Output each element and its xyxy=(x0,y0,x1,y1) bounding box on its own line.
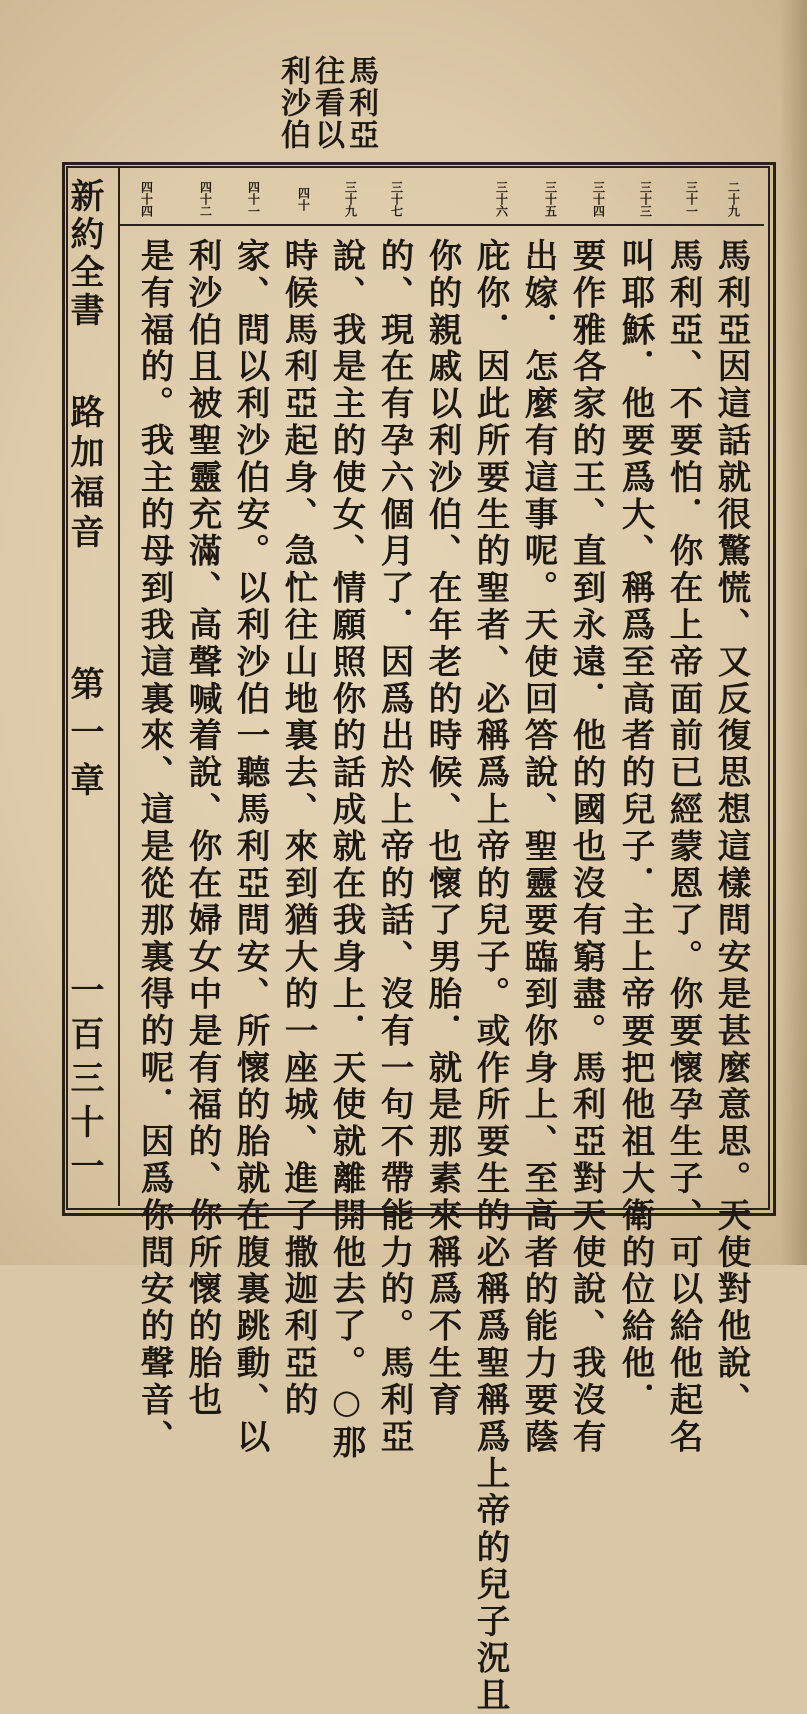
verse-number: 三十五 xyxy=(543,181,558,217)
verse-number: 三十七 xyxy=(389,181,404,217)
text-column: 馬利亞因這話就很驚慌、又反復思想這樣問安是甚麼意思。天使對他說、 xyxy=(712,238,751,1419)
verse-number: 二十九 xyxy=(726,181,741,217)
text-column: 說、我是主的使女、情願照你的話成就在我身上．天使就離開他去了。○那 xyxy=(327,238,366,1462)
verse-number: 三十六 xyxy=(494,181,509,217)
text-column: 時候馬利亞起身、急忙往山地裏去、來到猶大的一座城、進了撒迦利亞的 xyxy=(279,238,318,1419)
text-column: 庇你．因此所要生的聖者、必稱爲上帝的兒子。或作所要生的必稱爲聖稱爲上帝的兒子況且 xyxy=(471,238,510,1714)
verse-number: 四十四 xyxy=(139,181,154,217)
verse-number: 三十四 xyxy=(591,181,606,217)
text-column: 是有福的。我主的母到我這裏來、這是從那裏得的呢．因爲你問安的聲音、 xyxy=(135,238,174,1456)
text-column: 馬利亞、不要怕．你在上帝面前已經蒙恩了。你要懷孕生子、可以給他起名 xyxy=(664,238,703,1456)
verse-number: 四十 xyxy=(296,187,311,211)
running-heading xyxy=(276,55,376,155)
text-column: 利沙伯且被聖靈充滿、高聲喊着說、你在婦女中是有福的、你所懷的胎也 xyxy=(183,238,222,1419)
text-column: 出嫁．怎麼有這事呢。天使回答說、聖靈要臨到你身上、至高者的能力要蔭 xyxy=(519,238,558,1456)
text-column: 的、現在有孕六個月了．因爲出於上帝的話、沒有一句不帶能力的。馬利亞 xyxy=(375,238,414,1456)
text-column: 叫耶穌．他要爲大、稱爲至高者的兒子．主上帝要把他祖大衛的位給他． xyxy=(616,238,655,1419)
chapter-label: 第一章 xyxy=(64,666,104,810)
running-heading-col-1: 馬利亞 xyxy=(343,55,378,151)
text-column: 要作雅各家的王、直到永遠．他的國也沒有窮盡。馬利亞對天使說、我沒有 xyxy=(567,238,606,1456)
running-heading-col-3: 利沙伯 xyxy=(275,55,310,151)
page-number: 一百三十一 xyxy=(64,972,104,1192)
verse-number: 四十一 xyxy=(246,181,261,217)
running-heading-col-2: 往看以 xyxy=(309,55,344,151)
spine-shadow xyxy=(779,0,807,1265)
margin-rule xyxy=(118,168,120,1206)
gospel-title: 路加福音 xyxy=(64,394,104,554)
text-column: 你的親戚以利沙伯、在年老的時候、也懷了男胎．就是那素來稱爲不生育 xyxy=(423,238,462,1419)
book-title: 新約全書 xyxy=(64,178,104,330)
text-column: 家、問以利沙伯安。以利沙伯一聽馬利亞問安、所懷的胎就在腹裏跳動、以 xyxy=(231,238,270,1456)
verse-number: 三十一 xyxy=(684,181,699,217)
verse-number: 四十二 xyxy=(198,181,213,217)
verse-number: 三十九 xyxy=(343,181,358,217)
verse-number: 三十三 xyxy=(638,181,653,217)
